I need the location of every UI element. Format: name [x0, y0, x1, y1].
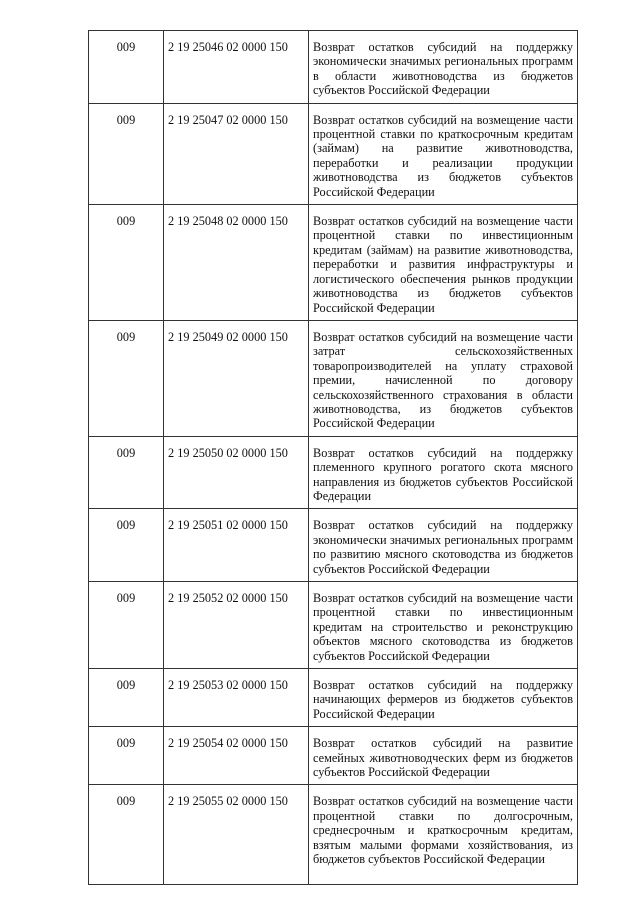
description-cell: Возврат остатков субсидий на возмещение части процентной ставки по инвестиционным кредитам (займам) на развитие животноводства, переработки и развития инфраструктуры и логистического обеспечения рынков продукции животноводства из бюджетов субъектов Российской Федерации	[309, 205, 578, 321]
table-row	[89, 727, 578, 785]
budget-code-cell: 2 19 25055 02 0000 150	[164, 785, 309, 885]
table-row	[89, 31, 578, 104]
table-row	[89, 436, 578, 509]
budget-code-cell: 2 19 25048 02 0000 150	[164, 205, 309, 321]
admin-code-cell: 009	[89, 582, 164, 669]
description-cell: Возврат остатков субсидий на поддержку экономически значимых региональных программ в области животноводства из бюджетов субъектов Российской Федерации	[309, 31, 578, 104]
description-cell: Возврат остатков субсидий на возмещение части процентной ставки по долгосрочным, среднесрочным и краткосрочным кредитам, взятым малыми формами хозяйствования, из бюджетов субъектов Российской Федерации	[309, 785, 578, 885]
table-row	[89, 582, 578, 669]
table-row	[89, 103, 578, 204]
description-cell: Возврат остатков субсидий на развитие семейных животноводческих ферм из бюджетов субъектов Российской Федерации	[309, 727, 578, 785]
admin-code-cell: 009	[89, 103, 164, 204]
description-cell: Возврат остатков субсидий на возмещение части процентной ставки по инвестиционным кредитам на строительство и реконструкцию объектов мясного скотоводства из бюджетов субъектов Российской Федерации	[309, 582, 578, 669]
budget-code-cell: 2 19 25054 02 0000 150	[164, 727, 309, 785]
budget-code-cell: 2 19 25050 02 0000 150	[164, 436, 309, 509]
table-row	[89, 785, 578, 885]
budget-code-cell: 2 19 25053 02 0000 150	[164, 669, 309, 727]
admin-code-cell: 009	[89, 31, 164, 104]
table-row	[89, 509, 578, 582]
budget-code-cell: 2 19 25051 02 0000 150	[164, 509, 309, 582]
budget-classification-table	[88, 30, 578, 885]
description-cell: Возврат остатков субсидий на поддержку племенного крупного рогатого скота мясного направления из бюджетов субъектов Российской Федерации	[309, 436, 578, 509]
description-cell: Возврат остатков субсидий на поддержку начинающих фермеров из бюджетов субъектов Российской Федерации	[309, 669, 578, 727]
admin-code-cell: 009	[89, 320, 164, 436]
description-cell: Возврат остатков субсидий на возмещение части процентной ставки по краткосрочным кредитам (займам) на развитие животноводства, переработки и реализации продукции животноводства из бюджетов субъектов Российской Федерации	[309, 103, 578, 204]
budget-code-cell: 2 19 25046 02 0000 150	[164, 31, 309, 104]
table-row	[89, 205, 578, 321]
budget-code-cell: 2 19 25049 02 0000 150	[164, 320, 309, 436]
description-cell: Возврат остатков субсидий на поддержку экономически значимых региональных программ по развитию мясного скотоводства из бюджетов субъектов Российской Федерации	[309, 509, 578, 582]
admin-code-cell: 009	[89, 509, 164, 582]
description-cell: Возврат остатков субсидий на возмещение части затрат сельскохозяйственных товаропроизводителей на уплату страховой премии, начисленной по договору сельскохозяйственного страхования в области животноводства, из бюджетов субъектов Российской Федерации	[309, 320, 578, 436]
table-row	[89, 669, 578, 727]
budget-code-cell: 2 19 25047 02 0000 150	[164, 103, 309, 204]
admin-code-cell: 009	[89, 727, 164, 785]
admin-code-cell: 009	[89, 436, 164, 509]
budget-code-cell: 2 19 25052 02 0000 150	[164, 582, 309, 669]
admin-code-cell: 009	[89, 205, 164, 321]
admin-code-cell: 009	[89, 785, 164, 885]
table-row	[89, 320, 578, 436]
admin-code-cell: 009	[89, 669, 164, 727]
